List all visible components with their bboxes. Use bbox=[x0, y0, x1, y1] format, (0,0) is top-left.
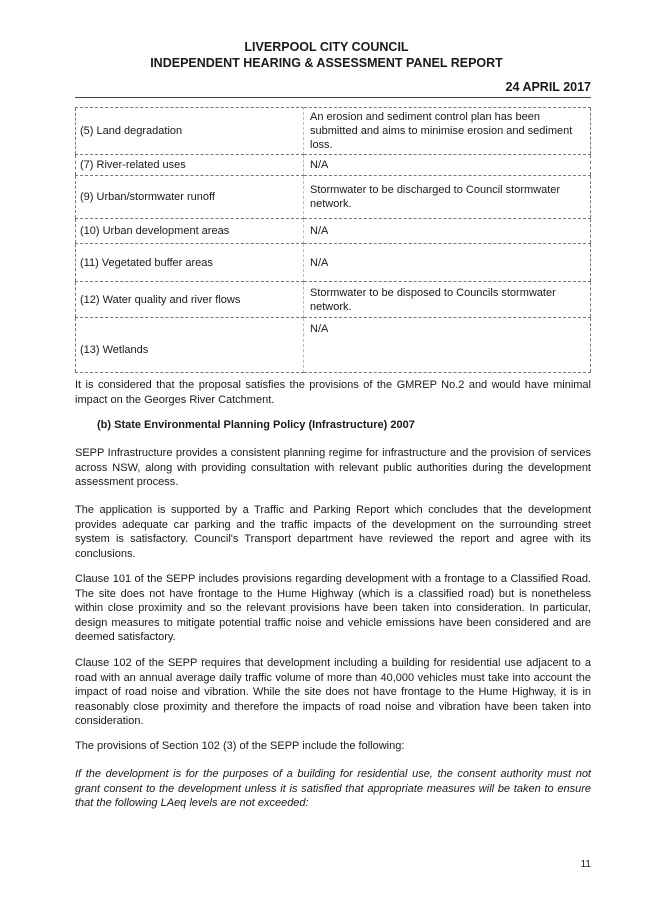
report-header-title: INDEPENDENT HEARING & ASSESSMENT PANEL REPORT bbox=[150, 56, 503, 70]
provision-item: (5) Land degradation bbox=[76, 108, 304, 155]
report-date: 24 APRIL 2017 bbox=[505, 80, 591, 94]
provision-response: Stormwater to be discharged to Council stormwater network. bbox=[304, 176, 591, 219]
header-divider bbox=[75, 97, 591, 98]
provision-item: (11) Vegetated buffer areas bbox=[76, 244, 304, 282]
provision-response: N/A bbox=[304, 155, 591, 176]
paragraph-clause-101: Clause 101 of the SEPP includes provisions regarding development with a frontage to a Classified Road. The site does not have frontage to the Hume Highway (which is a classified road) but is nonetheless within close proximity and so the relevant provisions have been taken into consideration. In particular, design measures to mitigate potential traffic noise and vehicle emissions have been considered and are deemed satisfactory. bbox=[75, 573, 591, 644]
provision-response: N/A bbox=[304, 244, 591, 282]
provision-response: N/A bbox=[304, 219, 591, 244]
provision-response: An erosion and sediment control plan has been submitted and aims to minimise erosion and sediment loss. bbox=[304, 108, 591, 155]
paragraph-sepp-intro: SEPP Infrastructure provides a consistent planning regime for infrastructure and the provision of services across NSW, along with providing consultation with relevant public authorities during the development assessment process. bbox=[75, 447, 591, 489]
provision-response: Stormwater to be disposed to Councils stormwater network. bbox=[304, 282, 591, 318]
table-row bbox=[76, 108, 591, 155]
provision-item: (7) River-related uses bbox=[76, 155, 304, 176]
table-row bbox=[76, 282, 591, 318]
provision-response: N/A bbox=[304, 318, 591, 373]
table-row bbox=[76, 244, 591, 282]
table-row bbox=[76, 219, 591, 244]
provision-item: (12) Water quality and river flows bbox=[76, 282, 304, 318]
page-number: 11 bbox=[580, 859, 591, 870]
provision-item: (13) Wetlands bbox=[76, 318, 304, 373]
table-row bbox=[76, 176, 591, 219]
provision-item: (9) Urban/stormwater runoff bbox=[76, 176, 304, 219]
gmrep-provisions-table bbox=[75, 107, 591, 373]
paragraph-quoted-provision: If the development is for the purposes of a building for residential use, the consent authority must not grant consent to the development unless it is satisfied that appropriate measures will be taken to ensure that the following LAeq levels are not exceeded: bbox=[75, 768, 591, 810]
paragraph-gmrep-conclusion: It is considered that the proposal satisfies the provisions of the GMREP No.2 and would have minimal impact on the Georges River Catchment. bbox=[75, 379, 591, 406]
paragraph-section-102-intro: The provisions of Section 102 (3) of the SEPP include the following: bbox=[75, 740, 405, 752]
provision-item: (10) Urban development areas bbox=[76, 219, 304, 244]
section-subheading: (b) State Environmental Planning Policy (Infrastructure) 2007 bbox=[97, 419, 415, 431]
paragraph-traffic-report: The application is supported by a Traffic and Parking Report which concludes that the development provides adequate car parking and the traffic impacts of the development on the surrounding street system is satisfactory. Council's Transport department have reviewed the report and agree with its conclusions. bbox=[75, 504, 591, 560]
report-header-council: LIVERPOOL CITY COUNCIL bbox=[244, 40, 409, 54]
table-row bbox=[76, 155, 591, 176]
paragraph-clause-102: Clause 102 of the SEPP requires that development including a building for residential use adjacent to a road with an annual average daily traffic volume of more than 40,000 vehicles must take into account the impact of road noise and vibration. While the site does not have frontage to the Hume Highway, it is in reasonably close proximity and therefore the impacts of road noise and vibration have been taken into consideration. bbox=[75, 657, 591, 728]
table-row bbox=[76, 318, 591, 373]
